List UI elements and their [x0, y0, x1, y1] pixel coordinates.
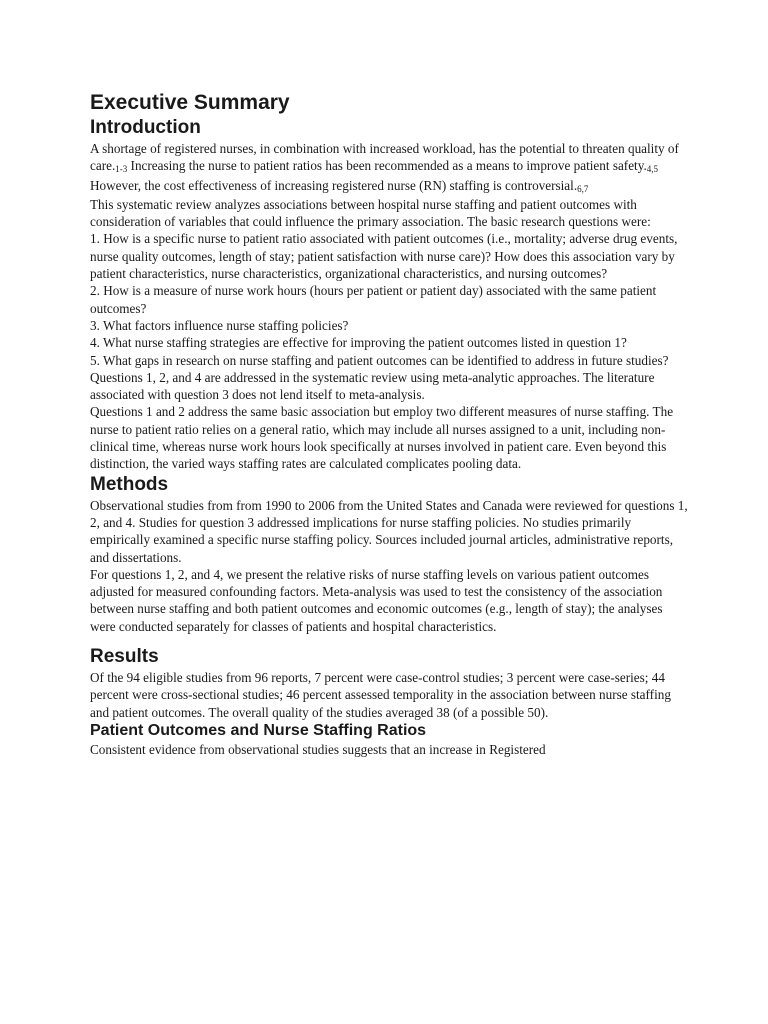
page-title: Executive Summary [90, 91, 290, 114]
intro-paragraph-3: Questions 1, 2, and 4 are addressed in the systematic review using meta-analytic approaches. The literature associated with question 3 does not lend itself to meta-analysis. [90, 369, 655, 403]
section-spacer [90, 635, 690, 645]
intro-paragraph-2: This systematic review analyzes associations between hospital nurse staffing and patient outcomes with consideration of variables that could influence the primary association. The basic research questions were: [90, 196, 651, 230]
intro-text-b: Increasing the nurse to patient ratios has been recommended as a means to improve patient safety. [127, 158, 647, 174]
citation-1-3: 1-3 [115, 164, 128, 175]
research-question-1: 1. How is a specific nurse to patient ratio associated with patient outcomes (i.e., mortality; adverse drug events, nurse quality outcomes, length of stay; patient satisfaction with nurse care)? How does this association vary by patient characteristics, nurse characteristics, organizational characteristics, and nursing outcomes? [90, 231, 678, 282]
section-heading-methods: Methods [90, 473, 169, 495]
subsection-heading-staffing-ratios: Patient Outcomes and Nurse Staffing Ratios [90, 721, 427, 739]
methods-paragraph-1: Observational studies from from 1990 to 2006 from the United States and Canada were reviewed for questions 1, 2, and 4. Studies for question 3 addressed implications for nurse staffing policies. No studies primarily empirically examined a specific nurse staffing policy. Sources included journal articles, administrative reports, and dissertations. [90, 497, 688, 565]
document-body [90, 90, 690, 758]
research-question-3: 3. What factors influence nurse staffing policies? [90, 317, 349, 333]
intro-paragraph-1 [90, 140, 690, 196]
intro-text-a: A shortage of registered nurses, in combination with increased workload, has the potential to threaten quality of care. [90, 141, 679, 174]
intro-text-c: However, the cost effectiveness of increasing registered nurse (RN) staffing is controversial. [90, 177, 578, 193]
citation-6-7: 6,7 [577, 183, 589, 194]
section-heading-results: Results [90, 646, 159, 668]
research-question-4: 4. What nurse staffing strategies are effective for improving the patient outcomes listed in question 1? [90, 335, 627, 351]
research-question-5: 5. What gaps in research on nurse staffing and patient outcomes can be identified to address in future studies? [90, 352, 669, 368]
results-paragraph-2: Consistent evidence from observational studies suggests that an increase in Registered [90, 741, 546, 757]
methods-paragraph-2: For questions 1, 2, and 4, we present the relative risks of nurse staffing levels on various patient outcomes adjusted for measured confounding factors. Meta-analysis was used to test the consistency of the association between nurse staffing and both patient outcomes and economic outcomes (e.g., length of stay); the analyses were conducted separately for classes of patients and hospital characteristics. [90, 566, 663, 634]
section-heading-introduction: Introduction [90, 117, 201, 138]
results-paragraph-1: Of the 94 eligible studies from 96 reports, 7 percent were case-control studies; 3 percent were case-series; 44 percent were cross-sectional studies; 46 percent assessed temporality in the association between nurse staffing and patient outcomes. The overall quality of the studies averaged 38 (of a possible 50). [90, 670, 671, 720]
intro-paragraph-4: Questions 1 and 2 address the same basic association but employ two different measures of nurse staffing. The nurse to patient ratio relies on a general ratio, which may include all nurses assigned to a unit, including non-clinical time, whereas nurse work hours look specifically at nurses involved in patient care. Even beyond this distinction, the varied ways staffing rates are calculated complicates pooling data. [90, 404, 674, 472]
research-question-2: 2. How is a measure of nurse work hours (hours per patient or patient day) associated with the same patient outcomes? [90, 283, 657, 316]
citation-4-5: 4,5 [646, 164, 659, 175]
